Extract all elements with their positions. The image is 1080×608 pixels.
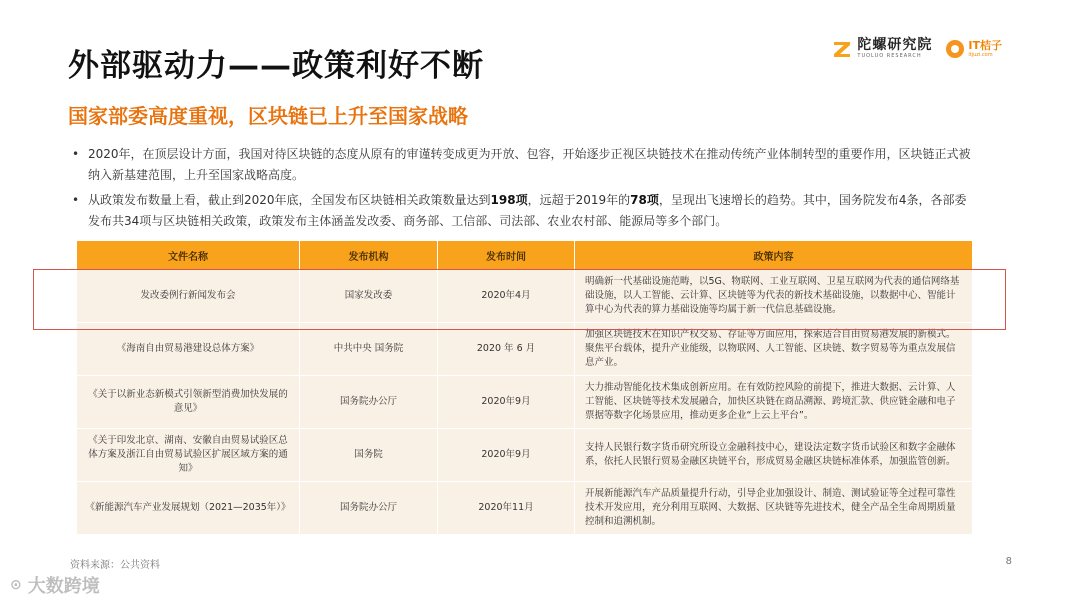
logo2-sub: itjuzi.com <box>968 51 993 58</box>
column-header: 发布时间 <box>438 241 575 270</box>
logo-group <box>832 38 1002 59</box>
table-header-row <box>77 241 973 270</box>
date-cell: 2020年11月 <box>438 482 575 535</box>
column-header: 文件名称 <box>77 241 300 270</box>
doc-name-cell: 《关于以新业态新模式引领新型消费加快发展的意见》 <box>77 376 300 429</box>
date-cell: 2020 年 6 月 <box>438 323 575 376</box>
table-row <box>77 429 973 482</box>
column-header: 政策内容 <box>575 241 973 270</box>
logo1-sub: TUOLUO RESEARCH <box>857 53 922 59</box>
bullet-text-post: ，呈现出飞速增长的趋势。其中，国务院发布4条，各部委发布共34项与区块链相关政策，政策发布主体涵盖发改委、商务部、工信部、司法部、农业农村部、能源局等多个部门。 <box>88 193 967 228</box>
bullet-text-mid: ，远超于2019年的 <box>527 193 631 207</box>
date-cell: 2020年4月 <box>438 270 575 323</box>
watermark <box>10 572 100 598</box>
issuer-cell: 国务院办公厅 <box>300 376 438 429</box>
page-number: 8 <box>1005 556 1012 567</box>
section-subtitle: 国家部委高度重视，区块链已上升至国家战略 <box>68 104 468 128</box>
watermark-icon: ⊙ <box>10 577 22 593</box>
table-row <box>77 376 973 429</box>
orange-icon <box>946 40 964 58</box>
highlight-box <box>33 269 1006 330</box>
bullet-item <box>72 144 972 186</box>
content-cell: 开展新能源汽车产品质量提升行动，引导企业加强设计、制造、测试验证等全过程可靠性技术开发应用，充分利用互联网、大数据、区块链等先进技术，健全产品全生命周期质量控制和追溯机制。 <box>575 482 973 535</box>
tuoluo-logo <box>832 38 932 59</box>
page-title: 外部驱动力——政策利好不断 <box>68 48 484 84</box>
issuer-cell: 国家发改委 <box>300 270 438 323</box>
content-cell: 明确新一代基础设施范畴，以5G、物联网、工业互联网、卫星互联网为代表的通信网络基础设施，以人工智能、云计算、区块链等为代表的新技术基础设施，以数据中心、智能计算中心为代表的算力基础设施等均属于新一代信息基础设施。 <box>575 270 973 323</box>
doc-name-cell: 《海南自由贸易港建设总体方案》 <box>77 323 300 376</box>
issuer-cell: 中共中央 国务院 <box>300 323 438 376</box>
table-row <box>77 482 973 535</box>
z-logo-icon <box>832 39 852 59</box>
date-cell: 2020年9月 <box>438 429 575 482</box>
issuer-cell: 国务院 <box>300 429 438 482</box>
bullet-highlight-2019: 78项 <box>630 193 659 207</box>
itjuzi-logo <box>946 40 1002 58</box>
issuer-cell: 国务院办公厅 <box>300 482 438 535</box>
bullet-list <box>72 144 972 236</box>
date-cell: 2020年9月 <box>438 376 575 429</box>
doc-name-cell: 《新能源汽车产业发展规划（2021—2035年）》 <box>77 482 300 535</box>
content-cell: 支持人民银行数字货币研究所设立金融科技中心，建设法定数字货币试验区和数字金融体系，依托人民银行贸易金融区块链平台，形成贸易金融区块链标准体系，加强监管创新。 <box>575 429 973 482</box>
content-cell: 加强区块链技术在知识产权交易、存证等方面应用，探索适合自由贸易港发展的新模式。聚焦平台载体，提升产业能级，以物联网、人工智能、区块链、数字贸易等为重点发展信息产业。 <box>575 323 973 376</box>
source-note: 资料来源：公共资料 <box>70 560 160 571</box>
column-header: 发布机构 <box>300 241 438 270</box>
bullet-text-pre: 从政策发布数量上看，截止到2020年底，全国发布区块链相关政策数量达到 <box>88 193 491 207</box>
watermark-text: 大数跨境 <box>27 576 100 597</box>
doc-name-cell: 《关于印发北京、湖南、安徽自由贸易试验区总体方案及浙江自由贸易试验区扩展区域方案的通知》 <box>77 429 300 482</box>
bullet-highlight-2020: 198项 <box>490 193 528 207</box>
bullet-text: 2020年，在顶层设计方面，我国对待区块链的态度从原有的审谨转变成更为开放、包容，开始逐步正视区块链技术在推动传统产业体制转型的重要作用，区块链正式被纳入新基建范围，上升至国家战略高度。 <box>88 147 971 182</box>
logo1-name: 陀螺研究院 <box>857 37 933 53</box>
doc-name-cell: 发改委例行新闻发布会 <box>77 270 300 323</box>
content-cell: 大力推动智能化技术集成创新应用。在有效防控风险的前提下，推进大数据、云计算、人工智能、区块链等技术发展融合，加快区块链在商品溯源、跨境汇款、供应链金融和电子票据等数字化场景应用，推动更多企业“上云上平台”。 <box>575 376 973 429</box>
bullet-item <box>72 190 972 232</box>
table-row <box>77 323 973 376</box>
logo2-name: IT桔子 <box>968 38 1002 52</box>
